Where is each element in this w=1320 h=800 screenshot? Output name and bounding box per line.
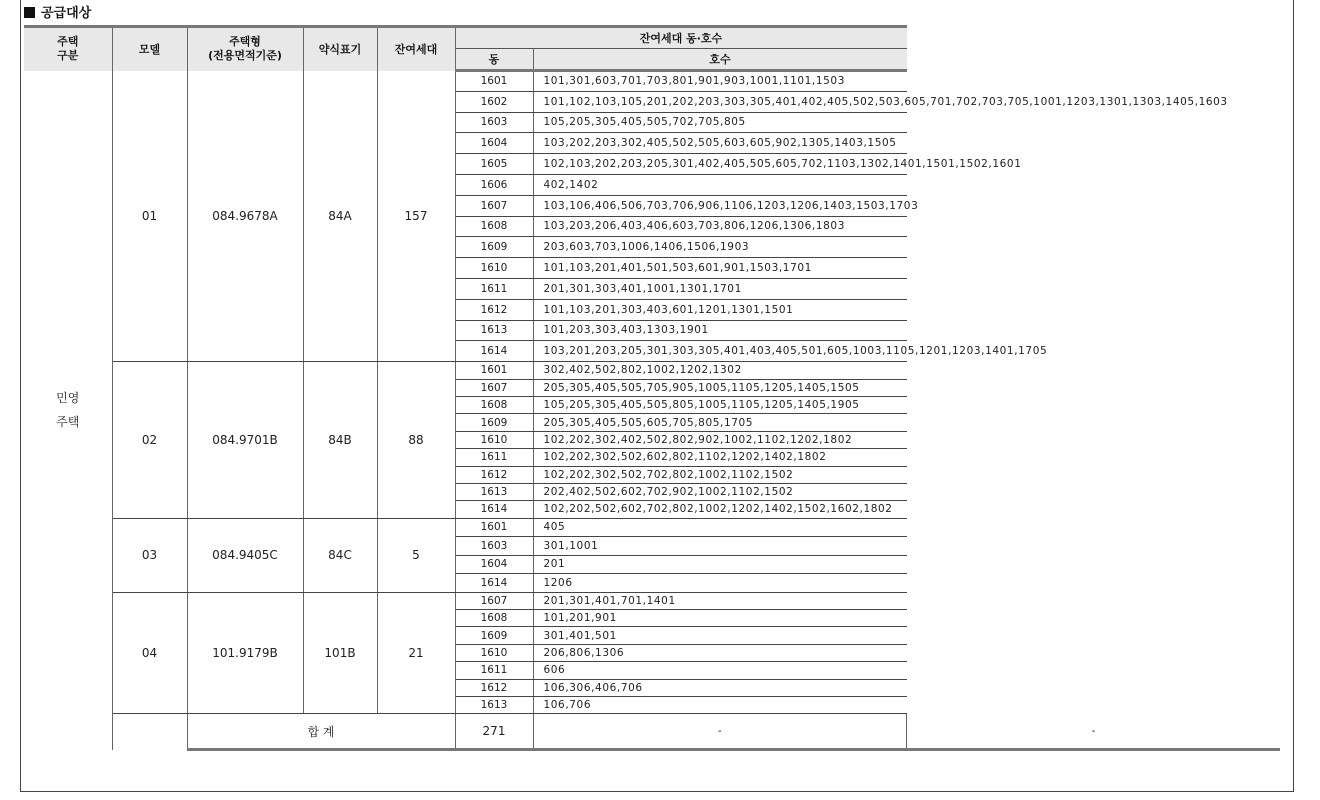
header-dong-ho-group: 잔여세대 동·호수 [455, 27, 907, 49]
ho-cell: 101,103,201,303,403,601,1201,1301,1501 [533, 299, 907, 320]
remaining-cell: 21 [377, 592, 455, 714]
ho-cell: 203,603,703,1006,1406,1506,1903 [533, 237, 907, 258]
ho-cell: 405 [533, 518, 907, 537]
dong-cell: 1608 [455, 216, 533, 237]
header-model: 모델 [112, 27, 187, 71]
ho-cell: 105,205,305,405,505,805,1005,1105,1205,1405,1905 [533, 396, 907, 413]
ho-cell: 101,203,303,403,1303,1901 [533, 320, 907, 341]
abbr-cell: 84A [303, 71, 377, 362]
table-row [24, 362, 1280, 379]
section-title-text: 공급대상 [41, 6, 92, 21]
dong-cell: 1614 [455, 341, 533, 362]
ho-cell: 106,306,406,706 [533, 679, 907, 696]
dong-cell: 1609 [455, 237, 533, 258]
dong-cell: 1607 [455, 195, 533, 216]
ho-cell: 301,1001 [533, 537, 907, 556]
section-title [24, 2, 91, 21]
ho-cell: 402,1402 [533, 174, 907, 195]
dong-cell: 1610 [455, 431, 533, 448]
header-housing-type: 주택 구분 [24, 27, 112, 71]
total-row [24, 714, 1280, 750]
dong-cell: 1601 [455, 362, 533, 379]
dong-cell: 1608 [455, 396, 533, 413]
table-row [24, 71, 1280, 92]
dong-cell: 1607 [455, 379, 533, 396]
ho-cell: 102,103,202,203,205,301,402,405,505,605,702,1103,1302,1401,1501,1502,1601 [533, 154, 907, 175]
dong-cell: 1611 [455, 449, 533, 466]
dong-cell: 1612 [455, 679, 533, 696]
housing-type-cell: 민영 주택 [24, 71, 112, 750]
ho-cell: 102,202,502,602,702,802,1002,1202,1402,1502,1602,1802 [533, 501, 907, 518]
abbr-cell: 84C [303, 518, 377, 592]
ho-cell: 201 [533, 555, 907, 574]
ho-cell: 201,301,303,401,1001,1301,1701 [533, 278, 907, 299]
dong-cell: 1611 [455, 662, 533, 679]
dong-cell: 1613 [455, 697, 533, 714]
model-cell: 02 [112, 362, 187, 519]
model-cell: 04 [112, 592, 187, 714]
total-dong: - [533, 714, 907, 750]
housing-type-spacer [112, 714, 187, 750]
model-cell: 03 [112, 518, 187, 592]
supply-table [24, 25, 1280, 751]
remaining-cell: 88 [377, 362, 455, 519]
dong-cell: 1611 [455, 278, 533, 299]
ho-cell: 103,106,406,506,703,706,906,1106,1203,1206,1403,1503,1703 [533, 195, 907, 216]
housing-cell: 084.9678A [187, 71, 303, 362]
dong-cell: 1603 [455, 537, 533, 556]
ho-cell: 101,103,201,401,501,503,601,901,1503,1701 [533, 258, 907, 279]
abbr-cell: 101B [303, 592, 377, 714]
header-housing: 주택형 (전용면적기준) [187, 27, 303, 71]
total-remaining: 271 [455, 714, 533, 750]
table-row [24, 518, 1280, 537]
ho-cell: 205,305,405,505,605,705,805,1705 [533, 414, 907, 431]
dong-cell: 1604 [455, 555, 533, 574]
ho-cell: 606 [533, 662, 907, 679]
ho-cell: 101,201,901 [533, 610, 907, 627]
dong-cell: 1613 [455, 483, 533, 500]
header-remaining: 잔여세대 [377, 27, 455, 71]
header-dong: 동 [455, 49, 533, 71]
ho-cell: 302,402,502,802,1002,1202,1302 [533, 362, 907, 379]
dong-cell: 1603 [455, 112, 533, 133]
ho-cell: 206,806,1306 [533, 644, 907, 661]
dong-cell: 1609 [455, 627, 533, 644]
dong-cell: 1608 [455, 610, 533, 627]
ho-cell: 201,301,401,701,1401 [533, 592, 907, 609]
dong-cell: 1610 [455, 258, 533, 279]
total-ho: - [907, 714, 1281, 750]
ho-cell: 102,202,302,502,702,802,1002,1102,1502 [533, 466, 907, 483]
ho-cell: 301,401,501 [533, 627, 907, 644]
ho-cell: 102,202,302,502,602,802,1102,1202,1402,1802 [533, 449, 907, 466]
header-abbr: 약식표기 [303, 27, 377, 71]
total-label: 합 계 [187, 714, 455, 750]
dong-cell: 1612 [455, 466, 533, 483]
ho-cell: 106,706 [533, 697, 907, 714]
dong-cell: 1601 [455, 518, 533, 537]
ho-cell: 103,201,203,205,301,303,305,401,403,405,501,605,1003,1105,1201,1203,1401,1705 [533, 341, 907, 362]
dong-cell: 1612 [455, 299, 533, 320]
housing-cell: 084.9701B [187, 362, 303, 519]
dong-cell: 1614 [455, 501, 533, 518]
ho-cell: 101,301,603,701,703,801,901,903,1001,1101,1503 [533, 71, 907, 92]
ho-cell: 202,402,502,602,702,902,1002,1102,1502 [533, 483, 907, 500]
header-ho: 호수 [533, 49, 907, 71]
dong-cell: 1605 [455, 154, 533, 175]
table-row [24, 592, 1280, 609]
dong-cell: 1609 [455, 414, 533, 431]
ho-cell: 103,203,206,403,406,603,703,806,1206,1306,1803 [533, 216, 907, 237]
dong-cell: 1614 [455, 574, 533, 593]
dong-cell: 1613 [455, 320, 533, 341]
square-bullet-icon [24, 7, 35, 18]
dong-cell: 1602 [455, 91, 533, 112]
model-cell: 01 [112, 71, 187, 362]
dong-cell: 1606 [455, 174, 533, 195]
housing-cell: 084.9405C [187, 518, 303, 592]
ho-cell: 105,205,305,405,505,702,705,805 [533, 112, 907, 133]
ho-cell: 101,102,103,105,201,202,203,303,305,401,402,405,502,503,605,701,702,703,705,1001,1203,1301,1303,1405,1603 [533, 91, 907, 112]
remaining-cell: 5 [377, 518, 455, 592]
dong-cell: 1604 [455, 133, 533, 154]
ho-cell: 102,202,302,402,502,802,902,1002,1102,1202,1802 [533, 431, 907, 448]
dong-cell: 1610 [455, 644, 533, 661]
abbr-cell: 84B [303, 362, 377, 519]
ho-cell: 205,305,405,505,705,905,1005,1105,1205,1405,1505 [533, 379, 907, 396]
ho-cell: 103,202,203,302,405,502,505,603,605,902,1305,1403,1505 [533, 133, 907, 154]
remaining-cell: 157 [377, 71, 455, 362]
housing-cell: 101.9179B [187, 592, 303, 714]
dong-cell: 1607 [455, 592, 533, 609]
ho-cell: 1206 [533, 574, 907, 593]
dong-cell: 1601 [455, 71, 533, 92]
